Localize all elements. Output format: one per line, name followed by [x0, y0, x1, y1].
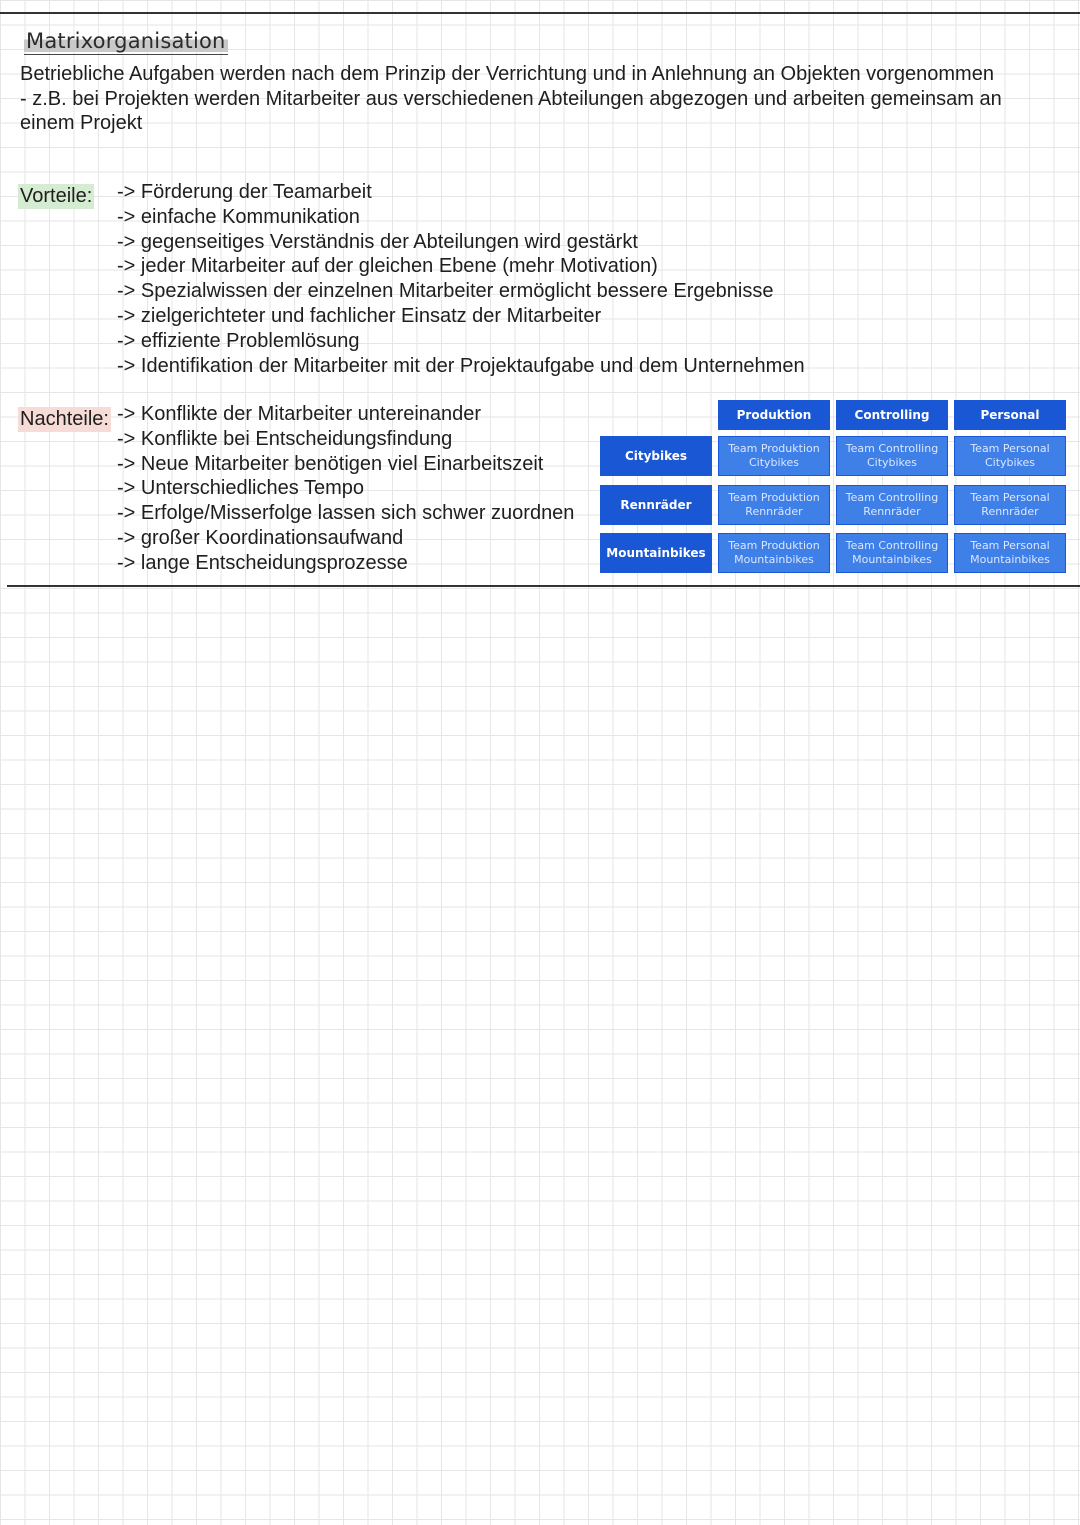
matrix-cell-line: Team Produktion: [728, 442, 820, 455]
matrix-cell-line: Team Personal: [970, 491, 1050, 504]
matrix-cell-line: Team Controlling: [845, 442, 939, 455]
list-item: -> zielgerichteter und fachlicher Einsatz der Mitarbeiter: [117, 304, 602, 327]
list-item: -> effiziente Problemlösung: [117, 329, 360, 352]
matrix-row-header: Citybikes: [600, 436, 712, 476]
matrix-cell-line: Rennräder: [981, 505, 1039, 518]
list-item: -> Spezialwissen der einzelnen Mitarbeiter ermöglicht bessere Ergebnisse: [117, 280, 774, 303]
matrix-cell-line: Team Controlling: [845, 539, 939, 552]
matrix-cell-line: Team Produktion: [728, 491, 820, 504]
matrix-cell: [718, 533, 830, 573]
top-rule: [0, 12, 1080, 14]
matrix-cell: [718, 436, 830, 476]
list-item: -> Identifikation der Mitarbeiter mit der Projektaufgabe und dem Unternehmen: [117, 354, 805, 377]
intro-line-2: - z.B. bei Projekten werden Mitarbeiter aus verschiedenen Abteilungen abgezogen und arbeiten gemeinsam an einem Projekt: [20, 87, 1002, 135]
vorteile-label: Vorteile:: [20, 185, 93, 207]
vorteile-list: [117, 180, 805, 378]
matrix-cell-line: Citybikes: [984, 456, 1036, 469]
list-item: -> Erfolge/Misserfolge lassen sich schwer zuordnen: [117, 502, 575, 525]
matrix-cell-line: Team Controlling: [845, 491, 939, 504]
list-item: -> Konflikte bei Entscheidungsfindung: [117, 427, 453, 450]
matrix-cell: [954, 436, 1066, 476]
matrix-cell-line: Team Personal: [970, 442, 1050, 455]
list-item: -> jeder Mitarbeiter auf der gleichen Ebene (mehr Motivation): [117, 255, 658, 278]
matrix-cell-line: Rennräder: [745, 505, 803, 518]
matrix-cell-line: Citybikes: [748, 456, 800, 469]
page-title: Matrixorganisation: [26, 29, 226, 53]
matrix-cell: [836, 533, 948, 573]
matrix-cell-line: Rennräder: [863, 505, 921, 518]
intro-text: [20, 62, 1060, 136]
list-item: -> lange Entscheidungsprozesse: [117, 551, 408, 574]
matrix-cell-line: Mountainbikes: [734, 553, 814, 566]
matrix-cell-line: Mountainbikes: [852, 553, 932, 566]
matrix-column-header: Personal: [954, 400, 1066, 430]
matrix-cell: [954, 533, 1066, 573]
matrix-cell: [954, 485, 1066, 525]
list-item: -> Förderung der Teamarbeit: [117, 181, 372, 203]
list-item: -> gegenseitiges Verständnis der Abteilungen wird gestärkt: [117, 230, 638, 253]
matrix-cell-line: Mountainbikes: [970, 553, 1050, 566]
matrix-cell-line: Citybikes: [866, 456, 918, 469]
matrix-column-header: Controlling: [836, 400, 948, 430]
matrix-cell-line: Team Produktion: [728, 539, 820, 552]
list-item: -> Neue Mitarbeiter benötigen viel Einarbeitszeit: [117, 452, 544, 475]
intro-line-1: Betriebliche Aufgaben werden nach dem Prinzip der Verrichtung und in Anlehnung an Objekten vorgenommen: [20, 63, 994, 85]
nachteile-list: [117, 402, 574, 576]
list-item: -> Unterschiedliches Tempo: [117, 477, 364, 500]
list-item: -> großer Koordinationsaufwand: [117, 526, 404, 549]
bottom-rule: [7, 585, 1080, 587]
matrix-column-header: Produktion: [718, 400, 830, 430]
matrix-row-header: Rennräder: [600, 485, 712, 525]
matrix-cell: [836, 436, 948, 476]
matrix-cell: [836, 485, 948, 525]
list-item: -> Konflikte der Mitarbeiter untereinander: [117, 403, 482, 425]
nachteile-label: Nachteile:: [20, 408, 109, 430]
matrix-cell-line: Team Personal: [970, 539, 1050, 552]
list-item: -> einfache Kommunikation: [117, 205, 360, 228]
matrix-cell: [718, 485, 830, 525]
matrix-row-header: Mountainbikes: [600, 533, 712, 573]
